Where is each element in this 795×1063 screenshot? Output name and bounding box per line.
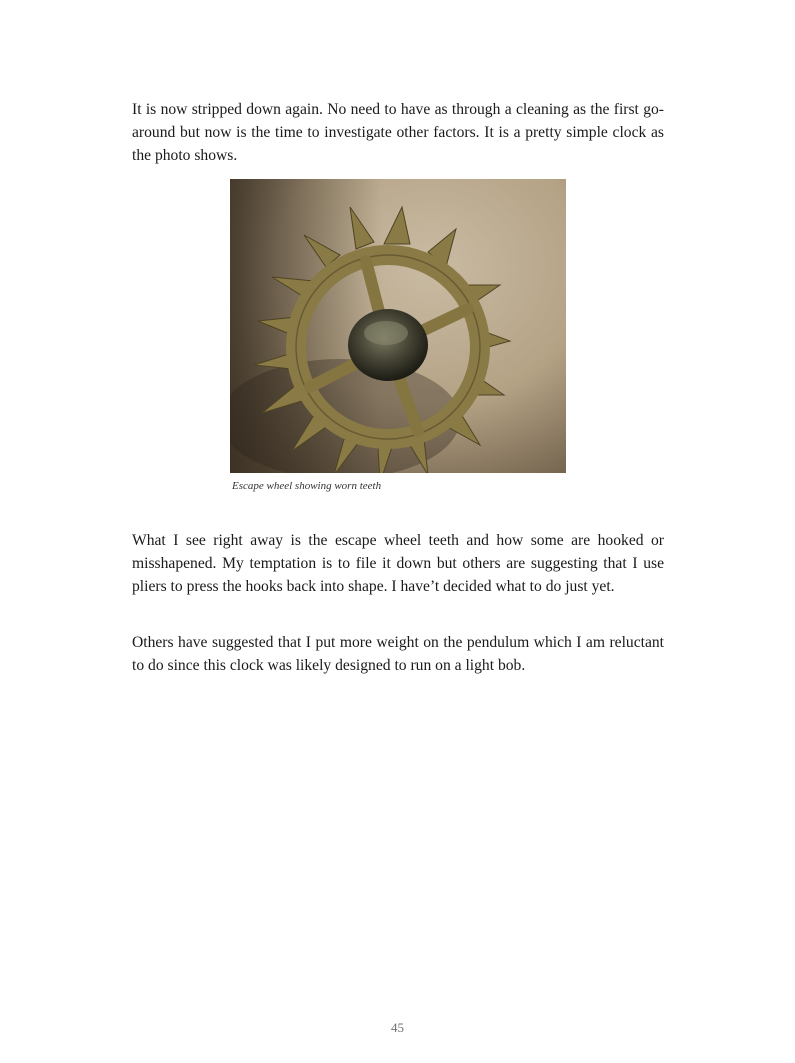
- escape-wheel-illustration: [230, 179, 566, 473]
- body-paragraph-2: What I see right away is the escape wheel teeth and how some are hooked or misshapened. My temptation is to file it down but others are suggesting that I use pliers to press the hooks back into shape. I have’t decided what to do just yet.: [132, 532, 664, 595]
- figure-caption: Escape wheel showing worn teeth: [232, 480, 382, 492]
- escape-wheel-photo: [230, 179, 566, 473]
- page-number: 45: [391, 1020, 404, 1035]
- body-paragraph-3: Others have suggested that I put more weight on the pendulum which I am reluctant to do since this clock was likely designed to run on a light bob.: [132, 634, 664, 674]
- body-paragraph-1: It is now stripped down again. No need to have as through a cleaning as the first go-around but now is the time to investigate other factors. It is a pretty simple clock as the photo shows.: [132, 101, 664, 164]
